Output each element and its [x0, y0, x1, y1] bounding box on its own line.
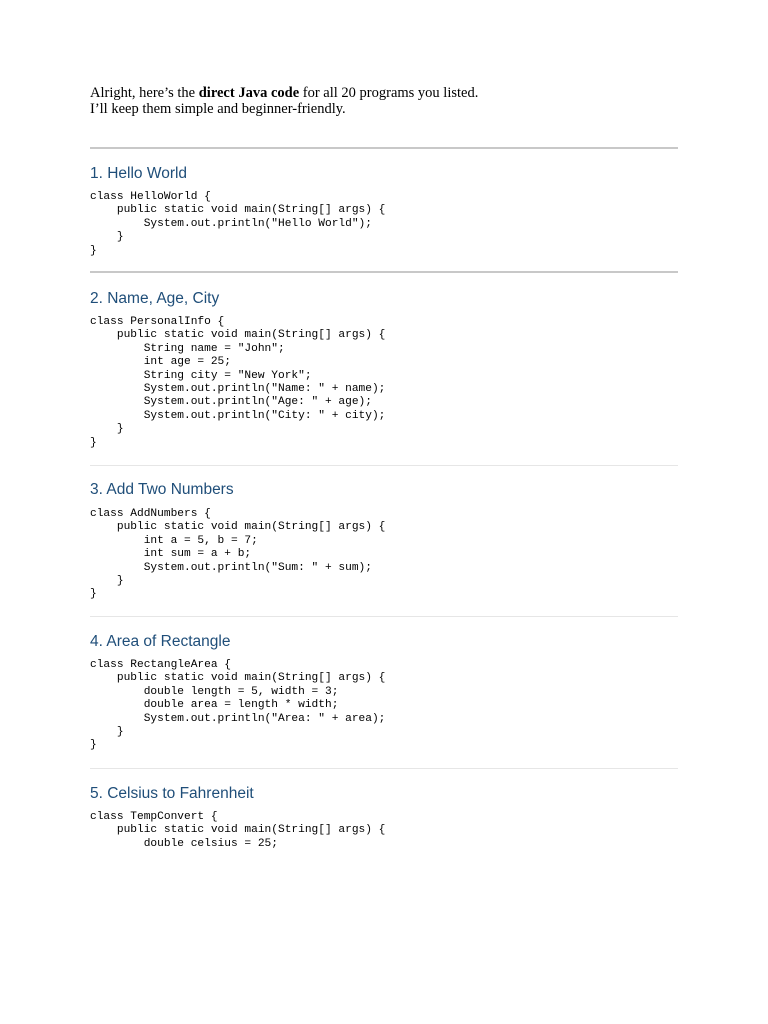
code-block-3: class AddNumbers { public static void main(String[] args) { int a = 5, b = 7; int sum = a + b; System.out.println("Sum: " + sum); } }	[90, 508, 386, 601]
code-block-5: class TempConvert { public static void main(String[] args) { double celsius = 25;	[90, 811, 386, 850]
section-heading-1: 1. Hello World	[90, 165, 188, 182]
section-heading-5: 5. Celsius to Fahrenheit	[90, 785, 254, 802]
divider	[90, 616, 678, 617]
section-heading-3: 3. Add Two Numbers	[90, 481, 234, 498]
intro-line-1: Alright, here’s the direct Java code for all 20 programs you listed.	[90, 85, 479, 101]
intro-bold-text: direct Java code	[198, 85, 300, 101]
section-heading-4: 4. Area of Rectangle	[90, 633, 231, 650]
divider	[90, 768, 678, 769]
intro-paragraph	[90, 85, 478, 117]
code-block-2: class PersonalInfo { public static void main(String[] args) { String name = "John"; int age = 25; String city = "New York"; System.out.println("Name: " + name); System.out.println("Age: " + age); System.out.println("City: " + city); } }	[90, 316, 386, 449]
section-heading-2: 2. Name, Age, City	[90, 290, 220, 307]
divider	[90, 147, 678, 149]
divider	[90, 465, 678, 466]
divider	[90, 271, 678, 273]
intro-line-2: I’ll keep them simple and beginner-friendly.	[90, 101, 346, 117]
code-block-4: class RectangleArea { public static void main(String[] args) { double length = 5, width = 3; double area = length * width; System.out.println("Area: " + area); } }	[90, 659, 386, 752]
code-block-1: class HelloWorld { public static void main(String[] args) { System.out.println("Hello World"); } }	[90, 191, 386, 257]
